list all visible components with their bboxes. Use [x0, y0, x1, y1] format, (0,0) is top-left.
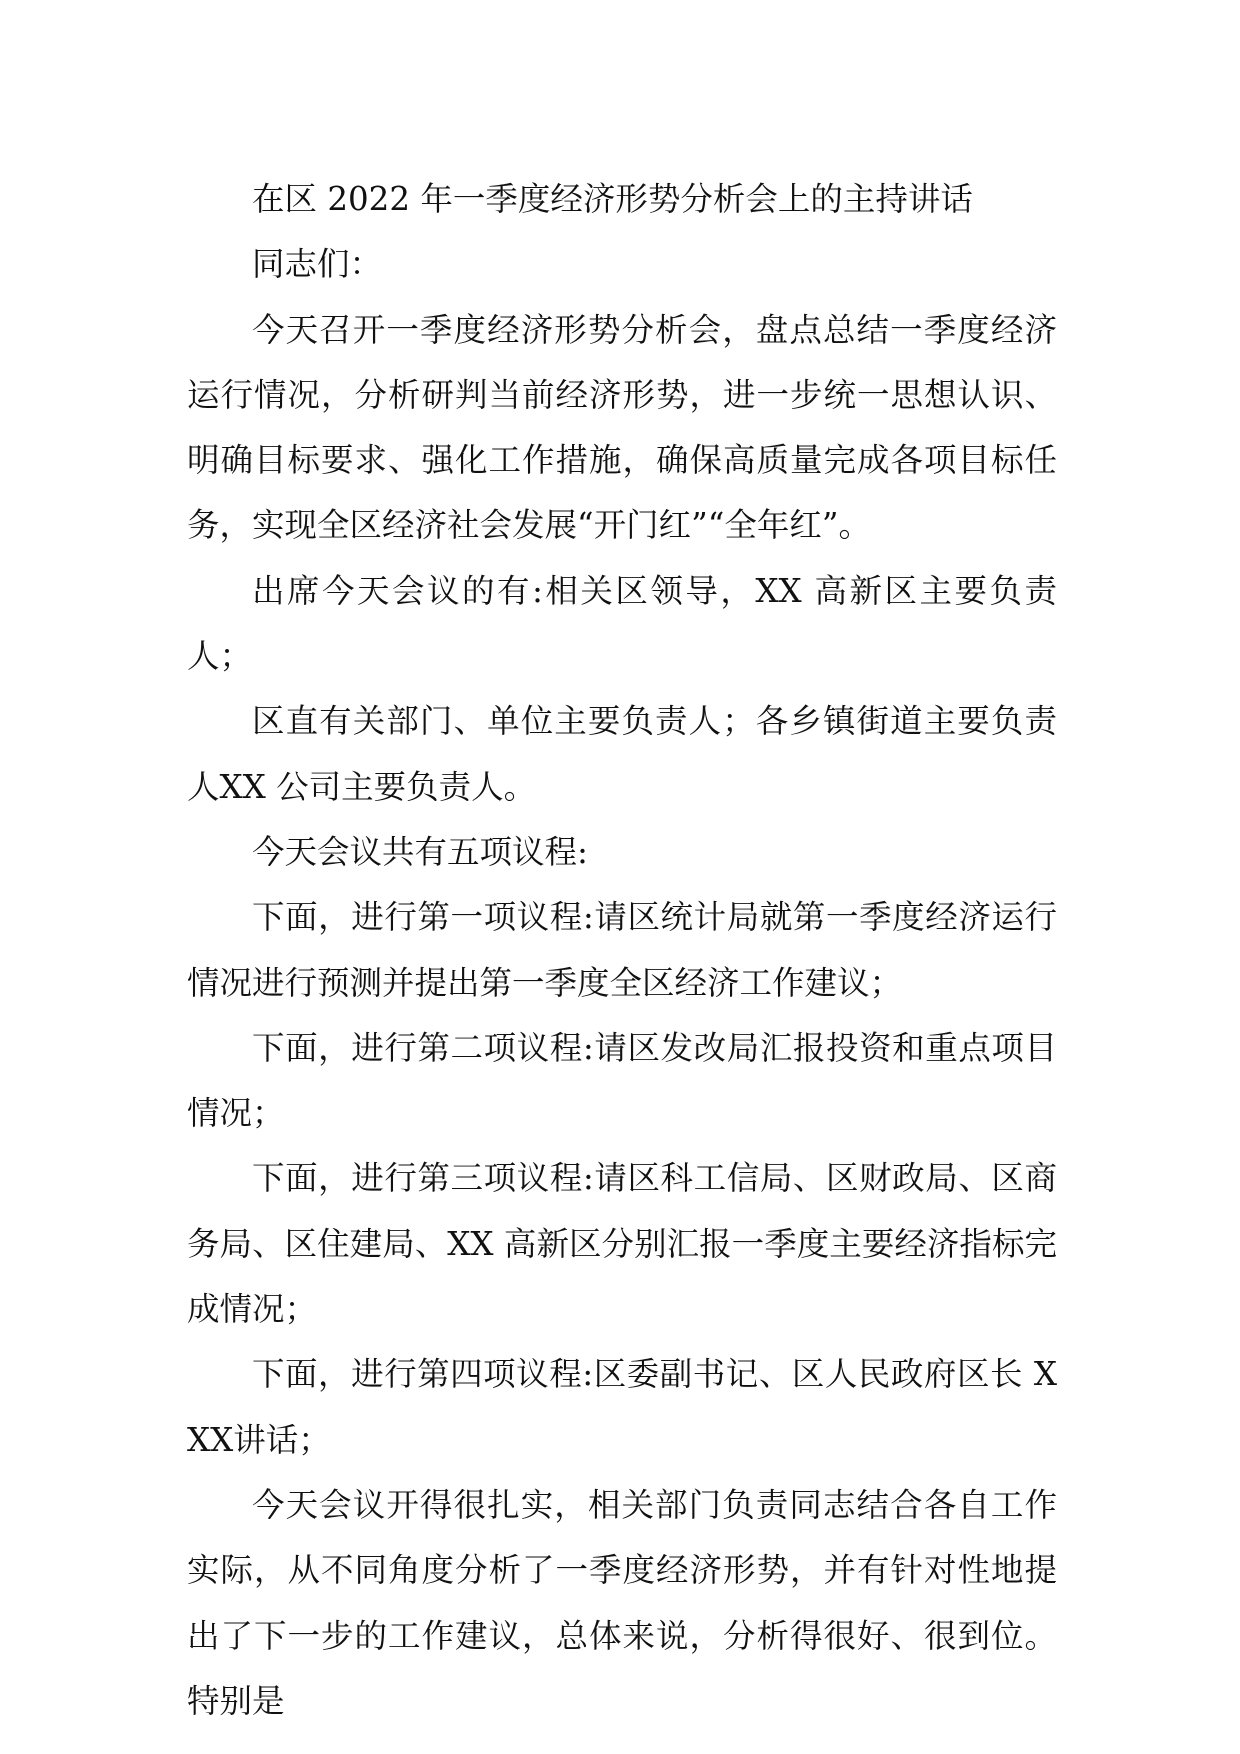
document-page — [187, 167, 1057, 1734]
salutation: 同志们： — [252, 245, 383, 284]
paragraph-agenda-2: 下面，进行第二项议程:请区发改局汇报投资和重点项目情况； — [187, 1028, 1057, 1133]
paragraph-attendees-2: 区直有关部门、单位主要负责人；各乡镇街道主要负责人XX 公司主要负责人。 — [187, 702, 1057, 806]
paragraph-summary: 今天会议开得很扎实，相关部门负责同志结合各自工作实际，从不同角度分析了一季度经济形势，并有针对性地提出了下一步的工作建议，总体来说，分析得很好、很到位。特别是 — [187, 1485, 1057, 1720]
paragraph-agenda-intro: 今天会议共有五项议程: — [252, 832, 588, 871]
paragraph-agenda-1: 下面，进行第一项议程:请区统计局就第一季度经济运行情况进行预测并提出第一季度全区经济工作建议； — [187, 898, 1057, 1002]
paragraph-opening: 今天召开一季度经济形势分析会，盘点总结一季度经济运行情况，分析研判当前经济形势，进一步统一思想认识、明确目标要求、强化工作措施，确保高质量完成各项目标任务，实现全区经济社会发展“开门红”“全年红”。 — [187, 310, 1057, 545]
document-title: 在区 2022 年一季度经济形势分析会上的主持讲话 — [252, 180, 973, 218]
paragraph-agenda-4: 下面，进行第四项议程:区委副书记、区人民政府区长 XXX讲话； — [187, 1355, 1057, 1459]
paragraph-attendees: 出席今天会议的有:相关区领导，XX 高新区主要负责人； — [187, 571, 1057, 676]
paragraph-agenda-3: 下面，进行第三项议程:请区科工信局、区财政局、区商务局、区住建局、XX 高新区分别汇报一季度主要经济指标完成情况； — [187, 1159, 1057, 1329]
